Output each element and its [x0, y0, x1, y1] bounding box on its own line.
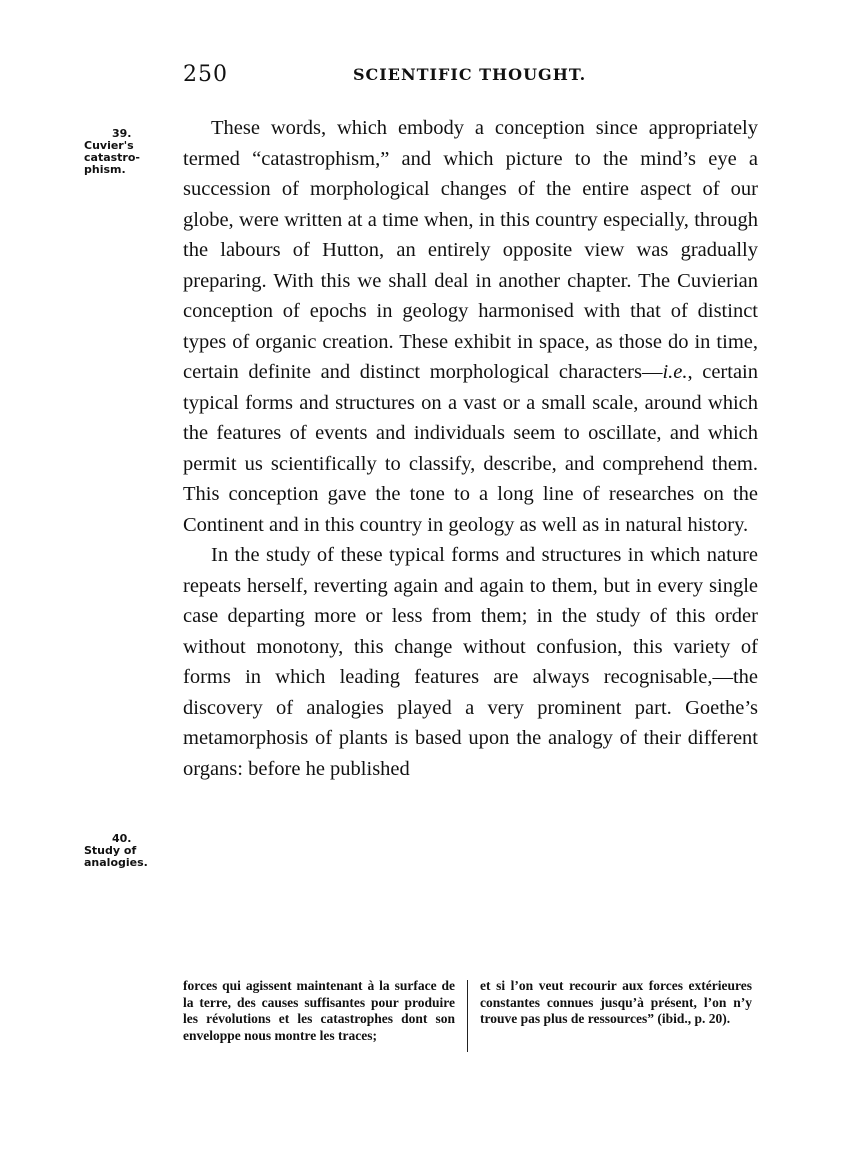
paragraph-1 [183, 113, 758, 540]
margin-note-line: catastro- [84, 151, 140, 164]
margin-note-study-of-analogies [84, 833, 166, 869]
footnote-divider [467, 980, 468, 1052]
margin-note-number: 39. [112, 127, 132, 140]
margin-note-number: 40. [112, 832, 132, 845]
footnote-left-column: forces qui agissent maintenant à la surface de la terre, des causes suffisantes pour produire les révolutions et les catastrophes dont son enveloppe nous montre les traces; [183, 978, 455, 1043]
margin-note-line: Cuvier's [84, 139, 134, 152]
paragraph-2: In the study of these typical forms and structures in which nature repeats herself, reverting again and again to them, but in every single case departing more or less from them; in the study of this order without monotony, this change without confusion, this variety of forms in which leading features are always recognisable,—the discovery of analogies played a very prominent part. Goethe’s metamorphosis of plants is based upon the analogy of their different organs: before he published [183, 544, 758, 780]
footnote-right-column: et si l’on veut recourir aux forces extérieures constantes connues jusqu’à présent, l’on n’y trouve pas plus de ressources” (ibid., p. 20). [480, 978, 752, 1026]
margin-note-line: Study of [84, 844, 137, 857]
body-text [183, 113, 758, 784]
page-number: 250 [183, 62, 228, 87]
paragraph-1-rest: , certain typical forms and structures on a vast or a small scale, around which the features of events and individuals seem to oscillate, and which permit us scientifically to classify, describe, and comprehend them. This conception gave the tone to a long line of researches on the Continent and in this country in geology as well as in natural history. [183, 361, 759, 536]
margin-note-line: analogies. [84, 856, 148, 869]
margin-note-line: phism. [84, 163, 126, 176]
paragraph-1-text: These words, which embody a conception since appropriately termed “catastrophism,” and which picture to the mind’s eye a succession of morphological changes of the entire aspect of our globe, were written at a time when, in this country especially, through the labours of Hutton, an entirely opposite view was gradually preparing. With this we shall deal in another chapter. The Cuvierian conception of epochs in geology harmonised with that of distinct types of organic creation. These exhibit in space, as those do in time, certain definite and distinct morphological characters— [183, 117, 758, 383]
paragraph-1-italic: i.e. [662, 361, 688, 383]
page-header [183, 62, 758, 92]
margin-note-cuviers-catastrophism [84, 128, 166, 176]
running-head: SCIENTIFIC THOUGHT. [353, 65, 587, 84]
